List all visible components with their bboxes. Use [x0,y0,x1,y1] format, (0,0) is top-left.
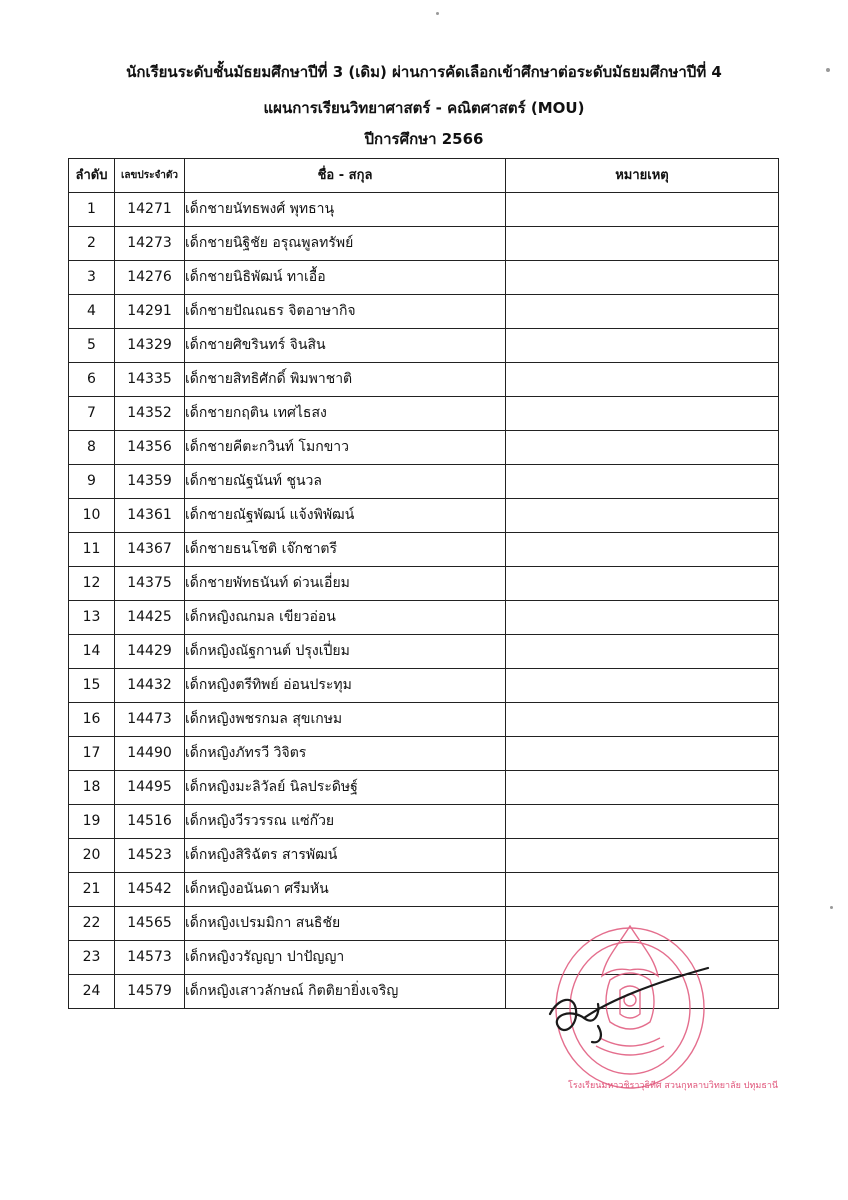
table-row [69,465,779,499]
row-student-id: 14375 [115,567,185,601]
row-student-id: 14329 [115,329,185,363]
row-full-name: เด็กหญิงมะลิวัลย์ นิลประดิษฐ์ [185,771,506,805]
row-remark [506,261,779,295]
row-remark [506,431,779,465]
table-row [69,771,779,805]
row-student-id: 14352 [115,397,185,431]
row-student-id: 14565 [115,907,185,941]
row-full-name: เด็กชายนิฐิชัย อรุณพูลทรัพย์ [185,227,506,261]
table-row [69,703,779,737]
table-row [69,329,779,363]
header-full-name: ชื่อ - สกุล [185,159,506,193]
row-order: 17 [69,737,115,771]
row-full-name: เด็กชายณัฐนันท์ ชูนวล [185,465,506,499]
student-roster-table [68,158,779,1009]
row-order: 15 [69,669,115,703]
row-order: 18 [69,771,115,805]
row-full-name: เด็กหญิงวีรวรรณ แซ่ก๊วย [185,805,506,839]
row-order: 1 [69,193,115,227]
row-order: 20 [69,839,115,873]
row-full-name: เด็กหญิงเปรมมิกา สนธิชัย [185,907,506,941]
table-row [69,873,779,907]
table-row [69,737,779,771]
table-row [69,227,779,261]
row-full-name: เด็กชายณัฐพัฒน์ แจ้งพิพัฒน์ [185,499,506,533]
row-student-id: 14276 [115,261,185,295]
row-remark [506,601,779,635]
document-header [0,62,848,149]
row-full-name: เด็กหญิงสิริฉัตร สารพัฒน์ [185,839,506,873]
table-row [69,499,779,533]
table-row [69,397,779,431]
row-order: 19 [69,805,115,839]
row-order: 24 [69,975,115,1009]
row-student-id: 14335 [115,363,185,397]
header-order: ลำดับ [69,159,115,193]
row-remark [506,737,779,771]
row-full-name: เด็กหญิงภัทรวี วิจิตร [185,737,506,771]
row-order: 8 [69,431,115,465]
row-remark [506,771,779,805]
row-order: 10 [69,499,115,533]
table-row [69,567,779,601]
row-remark [506,873,779,907]
table-row [69,839,779,873]
row-full-name: เด็กชายคีตะกวินท์ โมกขาว [185,431,506,465]
row-remark [506,669,779,703]
row-full-name: เด็กชายพัทธนันท์ ด่วนเอี่ยม [185,567,506,601]
row-student-id: 14367 [115,533,185,567]
table-body [69,193,779,1009]
row-remark [506,227,779,261]
row-student-id: 14361 [115,499,185,533]
row-order: 2 [69,227,115,261]
row-student-id: 14523 [115,839,185,873]
table-row [69,193,779,227]
row-remark [506,533,779,567]
row-remark [506,839,779,873]
row-order: 4 [69,295,115,329]
row-student-id: 14490 [115,737,185,771]
row-order: 7 [69,397,115,431]
row-student-id: 14473 [115,703,185,737]
row-full-name: เด็กหญิงเสาวลักษณ์ กิตติยายิ่งเจริญ [185,975,506,1009]
row-full-name: เด็กชายนัทธพงศ์ พุทธานุ [185,193,506,227]
scan-speck [436,12,439,15]
scan-speck [826,68,830,72]
row-full-name: เด็กหญิงอนันดา ศรีมหัน [185,873,506,907]
row-student-id: 14356 [115,431,185,465]
row-order: 16 [69,703,115,737]
row-order: 13 [69,601,115,635]
row-remark [506,635,779,669]
header-student-id: เลขประจำตัว [115,159,185,193]
row-full-name: เด็กหญิงณกมล เขียวอ่อน [185,601,506,635]
row-remark [506,363,779,397]
row-student-id: 14432 [115,669,185,703]
row-remark [506,703,779,737]
scan-speck [830,906,833,909]
school-seal-and-signature [540,918,780,1098]
row-order: 3 [69,261,115,295]
row-remark [506,295,779,329]
row-full-name: เด็กชายปัณณธร จิตอาษากิจ [185,295,506,329]
row-order: 6 [69,363,115,397]
document-title: นักเรียนระดับชั้นมัธยมศึกษาปีที่ 3 (เดิม) ผ่านการคัดเลือกเข้าศึกษาต่อระดับมัธยมศึกษาปีที่ 4 [126,63,722,81]
row-full-name: เด็กชายนิธิพัฒน์ ทาเอื้อ [185,261,506,295]
row-order: 12 [69,567,115,601]
row-student-id: 14579 [115,975,185,1009]
program-subtitle: แผนการเรียนวิทยาศาสตร์ - คณิตศาสตร์ (MOU) [263,99,585,117]
table-row [69,805,779,839]
row-full-name: เด็กหญิงณัฐกานต์ ปรุงเปี่ยม [185,635,506,669]
row-order: 9 [69,465,115,499]
row-student-id: 14359 [115,465,185,499]
academic-year: ปีการศึกษา 2566 [364,130,484,148]
table-row [69,261,779,295]
row-order: 14 [69,635,115,669]
table-row [69,669,779,703]
row-remark [506,805,779,839]
row-student-id: 14271 [115,193,185,227]
table-row [69,635,779,669]
row-full-name: เด็กชายศิขรินทร์ จินสิน [185,329,506,363]
row-student-id: 14291 [115,295,185,329]
table-row [69,533,779,567]
row-remark [506,193,779,227]
row-order: 23 [69,941,115,975]
row-full-name: เด็กชายธนโชติ เจ๊กชาตรี [185,533,506,567]
row-student-id: 14429 [115,635,185,669]
row-order: 22 [69,907,115,941]
row-full-name: เด็กหญิงวรัญญา ปาปัญญา [185,941,506,975]
seal-text: โรงเรียนมหาวชิราวุธิทีศ สวนกุหลาบวิทยาลัย ปทุมธานี [568,1081,779,1091]
row-order: 5 [69,329,115,363]
row-full-name: เด็กชายกฤติน เทศไธสง [185,397,506,431]
table-row [69,601,779,635]
row-remark [506,397,779,431]
row-remark [506,499,779,533]
row-remark [506,329,779,363]
row-student-id: 14573 [115,941,185,975]
row-student-id: 14542 [115,873,185,907]
table-row [69,295,779,329]
row-student-id: 14273 [115,227,185,261]
row-student-id: 14425 [115,601,185,635]
row-full-name: เด็กชายสิทธิศักดิ์ พิมพาชาติ [185,363,506,397]
row-remark [506,567,779,601]
row-student-id: 14516 [115,805,185,839]
table-row [69,431,779,465]
row-full-name: เด็กหญิงพชรกมล สุขเกษม [185,703,506,737]
header-remark: หมายเหตุ [506,159,779,193]
row-order: 11 [69,533,115,567]
row-full-name: เด็กหญิงตรีทิพย์ อ่อนประทุม [185,669,506,703]
row-student-id: 14495 [115,771,185,805]
table-row [69,363,779,397]
table-header-row [69,159,779,193]
row-remark [506,465,779,499]
row-order: 21 [69,873,115,907]
